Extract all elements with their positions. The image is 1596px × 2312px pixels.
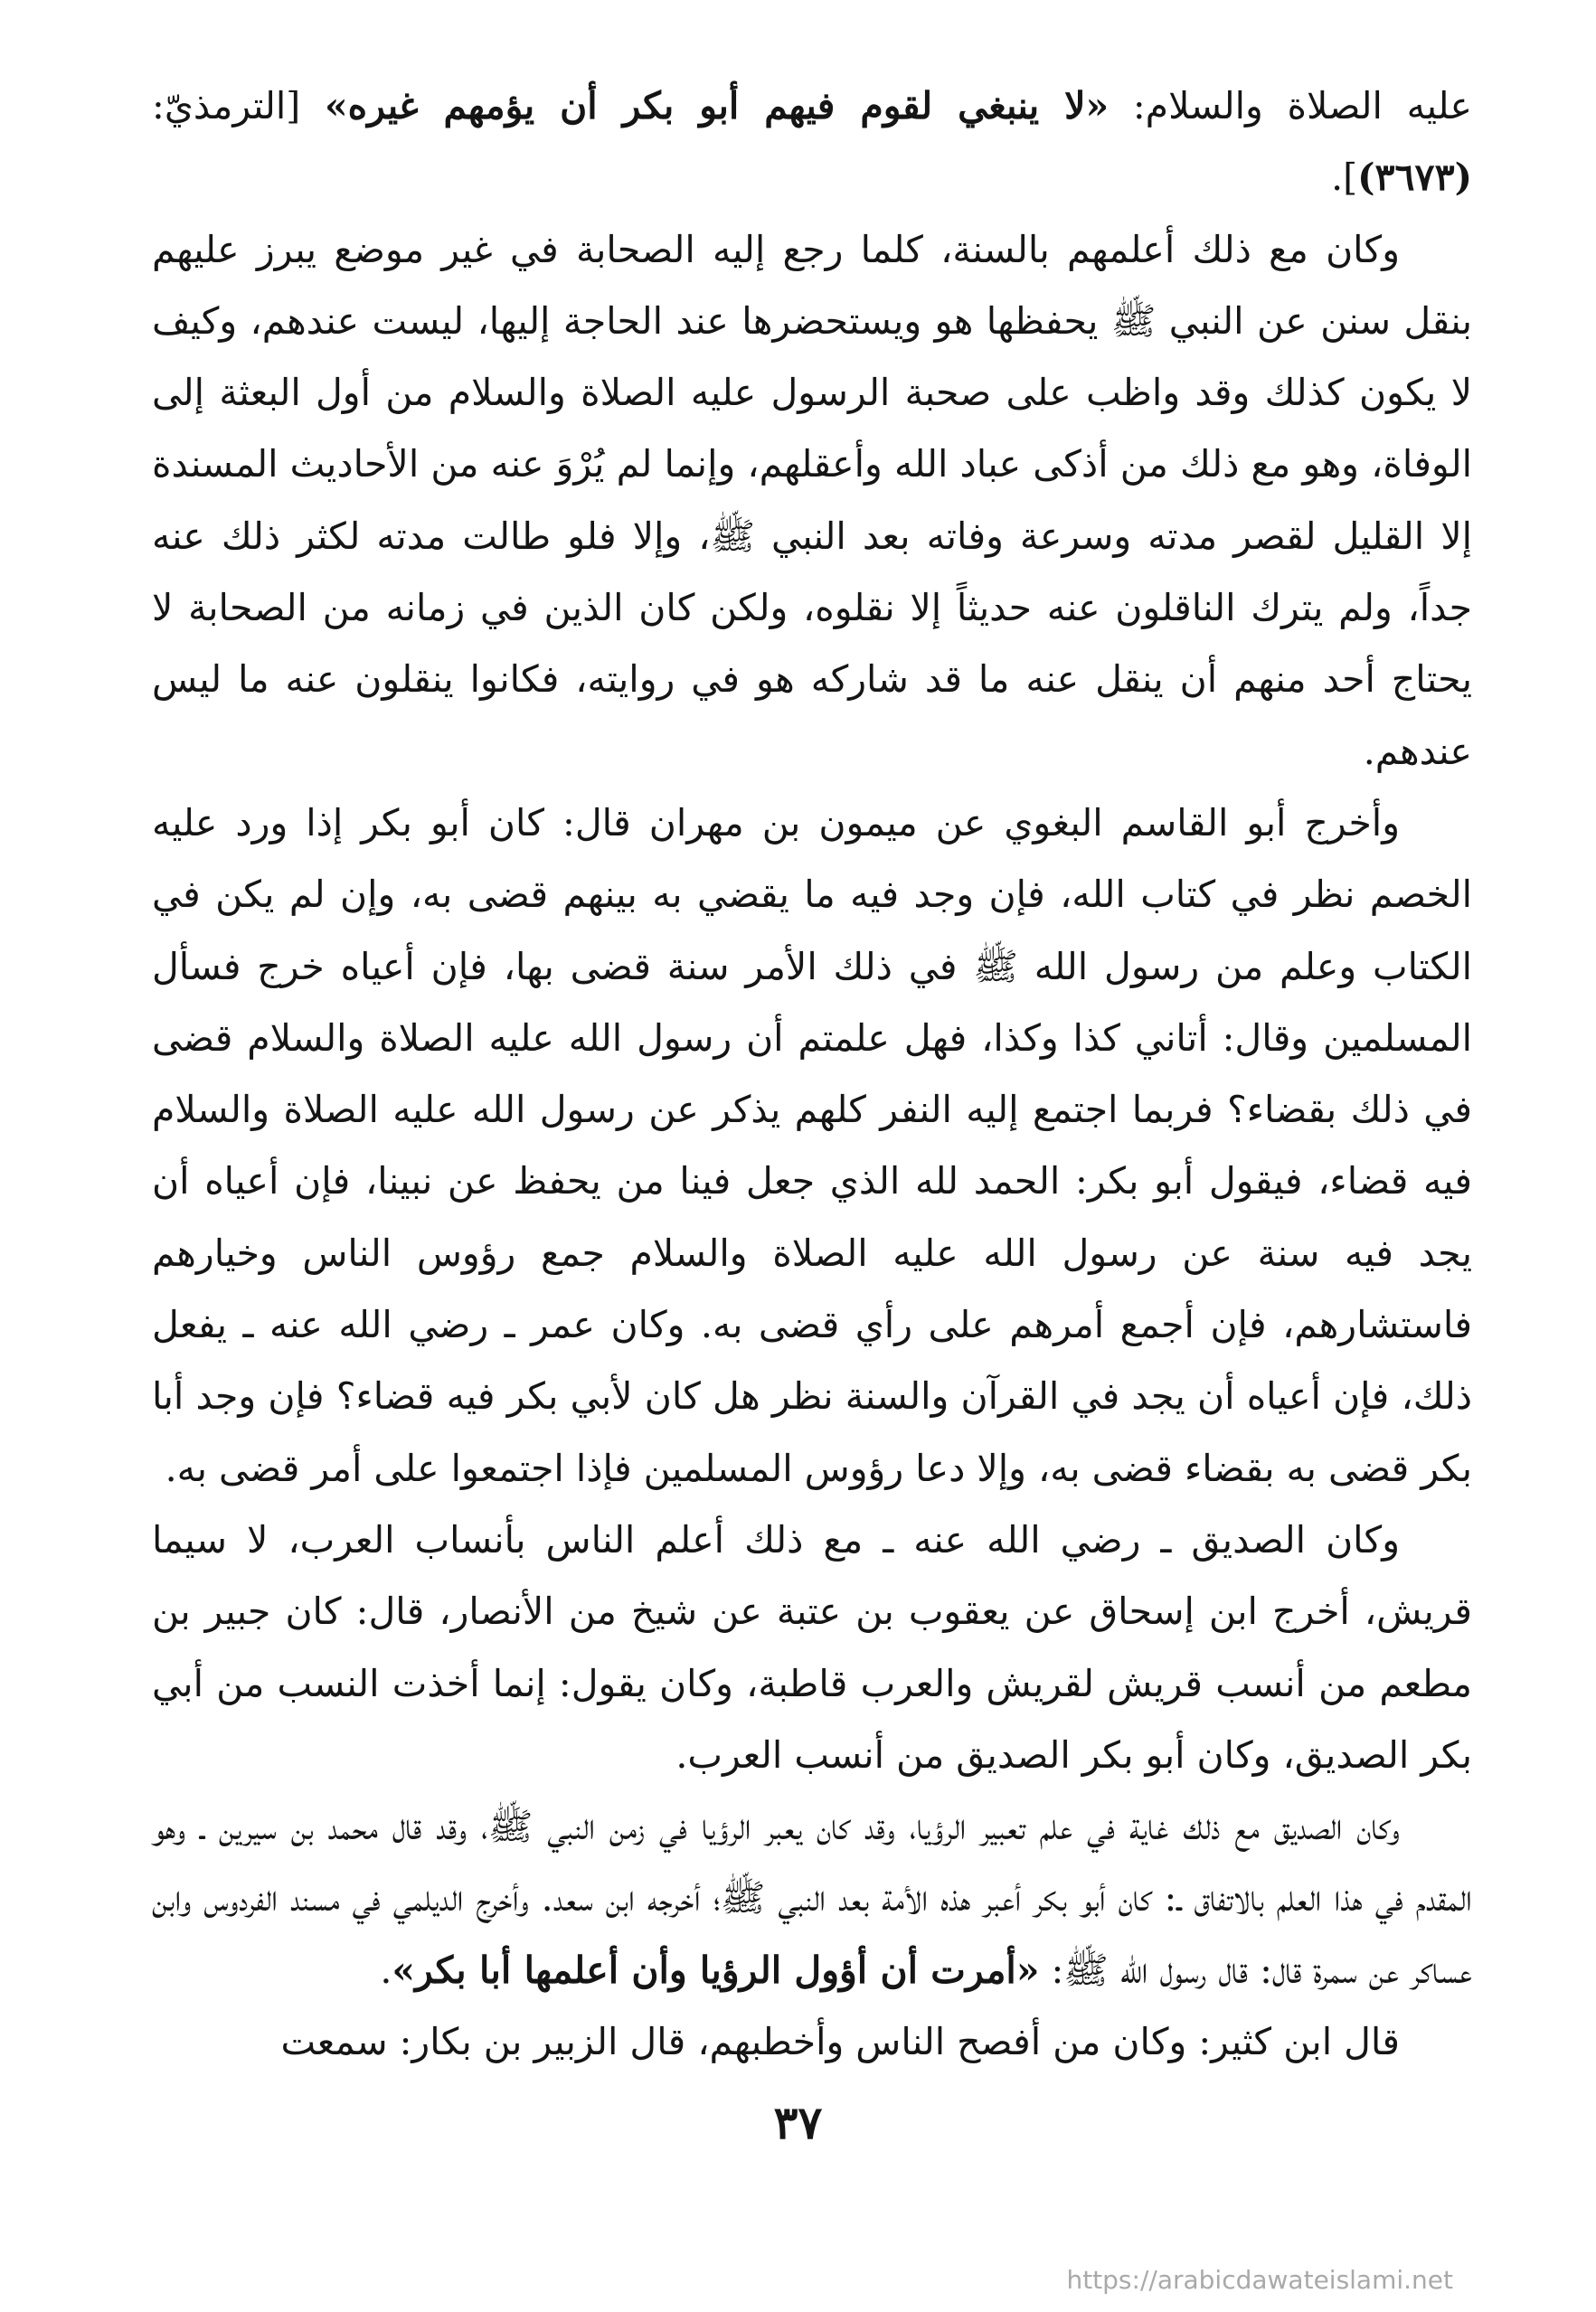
text-segment: قال ابن كثير: وكان من أفصح الناس وأخطبهم، قال الزبير بن بكار: سمعت (280, 2020, 1400, 2064)
text-segment: وكان الصديق مع ذلك غاية في علم تعبير الرؤيا، وقد كان يعبر الرؤيا في زمن النبي ﷺ، وقد قال محمد بن سيرين ـ وهو المقدم في هذا العلم بالاتفاق ـ: كان أبو بكر أعبر هذه الأمة بعد النبي ﷺ؛ أخرجه ابن سعد. وأخرج الديلمي في مسند الفردوس وابن عساكر عن سمرة قال: قال رسول الله ﷺ: (152, 1805, 1472, 1992)
page-number: ٣٧ (773, 2096, 823, 2149)
hadith-quote: «لا ينبغي لقوم فيهم أبو بكر أن يؤمهم غيره» (324, 84, 1110, 127)
text-segment: [الترمذيّ: (152, 84, 325, 127)
text-segment: وكان الصديق ـ رضي الله عنه ـ مع ذلك أعلم الناس بأنساب العرب، لا سيما قريش، أخرج ابن إسحاق عن يعقوب بن عتبة عن شيخ من الأنصار، قال: كان جبير بن مطعم من أنسب قريش لقريش والعرب قاطبة، وكان يقول: إنما أخذت النسب من أبي بكر الصديق، وكان أبو بكر الصديق من أنسب العرب. (152, 1517, 1472, 1777)
text-segment: عليه الصلاة والسلام: (1109, 84, 1472, 127)
text-segment: وكان مع ذلك أعلمهم بالسنة، كلما رجع إليه الصحابة في غير موضع يبرز عليهم بنقل سنن عن النبي ﷺ يحفظها هو ويستحضرها عند الحاجة إليها، ليست عندهم، وكيف لا يكون كذلك وقد واظب على صحبة الرسول عليه الصلاة والسلام من أول البعثة إلى الوفاة، وهو مع ذلك من أذكى عباد الله وأعقلهم، وإنما لم يُرْوَ عنه من الأحاديث المسندة إلا القليل لقصر مدته وسرعة وفاته بعد النبي ﷺ، وإلا فلو طالت مدته لكثر ذلك عنه جداً، ولم يترك الناقلون عنه حديثاً إلا نقلوه، ولكن كان الذين في زمانه من الصحابة لا يحتاج أحد منهم أن ينقل عنه ما قد شاركه هو في روايته، فكانوا ينقلون عنه ما ليس عندهم. (152, 227, 1472, 773)
hadith-number: (٣٦٧٣) (1357, 156, 1472, 200)
hadith-quote: «أمرت أن أؤول الرؤيا وأن أعلمها أبا بكر» (392, 1948, 1040, 1992)
paragraph-4 (152, 1505, 1472, 1791)
text-segment: . (380, 1948, 392, 1992)
body-text (152, 71, 1472, 2078)
paragraph-6 (152, 2006, 1472, 2078)
text-segment: وأخرج أبو القاسم البغوي عن ميمون بن مهران قال: كان أبو بكر إذا ورد عليه الخصم نظر في كتاب الله، فإن وجد فيه ما يقضي به بينهم قضى به، وإن لم يكن في الكتاب وعلم من رسول الله ﷺ في ذلك الأمر سنة قضى بها، فإن أعياه خرج فسأل المسلمين وقال: أتاني كذا وكذا، فهل علمتم أن رسول الله عليه الصلاة والسلام قضى في ذلك بقضاء؟ فربما اجتمع إليه النفر كلهم يذكر عن رسول الله عليه الصلاة والسلام فيه قضاء، فيقول أبو بكر: الحمد لله الذي جعل فينا من يحفظ عن نبينا، فإن أعياه أن يجد فيه سنة عن رسول الله عليه الصلاة والسلام جمع رؤوس الناس وخيارهم فاستشارهم، فإن أجمع أمرهم على رأي قضى به. وكان عمر ـ رضي الله عنه ـ يفعل ذلك، فإن أعياه أن يجد في القرآن والسنة نظر هل كان لأبي بكر فيه قضاء؟ فإن وجد أبا بكر قضى به بقضاء قضى به، وإلا دعا رؤوس المسلمين فإذا اجتمعوا على أمر قضى به. (152, 800, 1472, 1490)
paragraph-2 (152, 214, 1472, 788)
paragraph-3 (152, 788, 1472, 1505)
text-segment: ]. (1331, 156, 1358, 200)
paragraph-1 (152, 71, 1472, 214)
paragraph-5 (152, 1791, 1472, 2006)
watermark-url: https://arabicdawateislami.net (1066, 2265, 1453, 2295)
